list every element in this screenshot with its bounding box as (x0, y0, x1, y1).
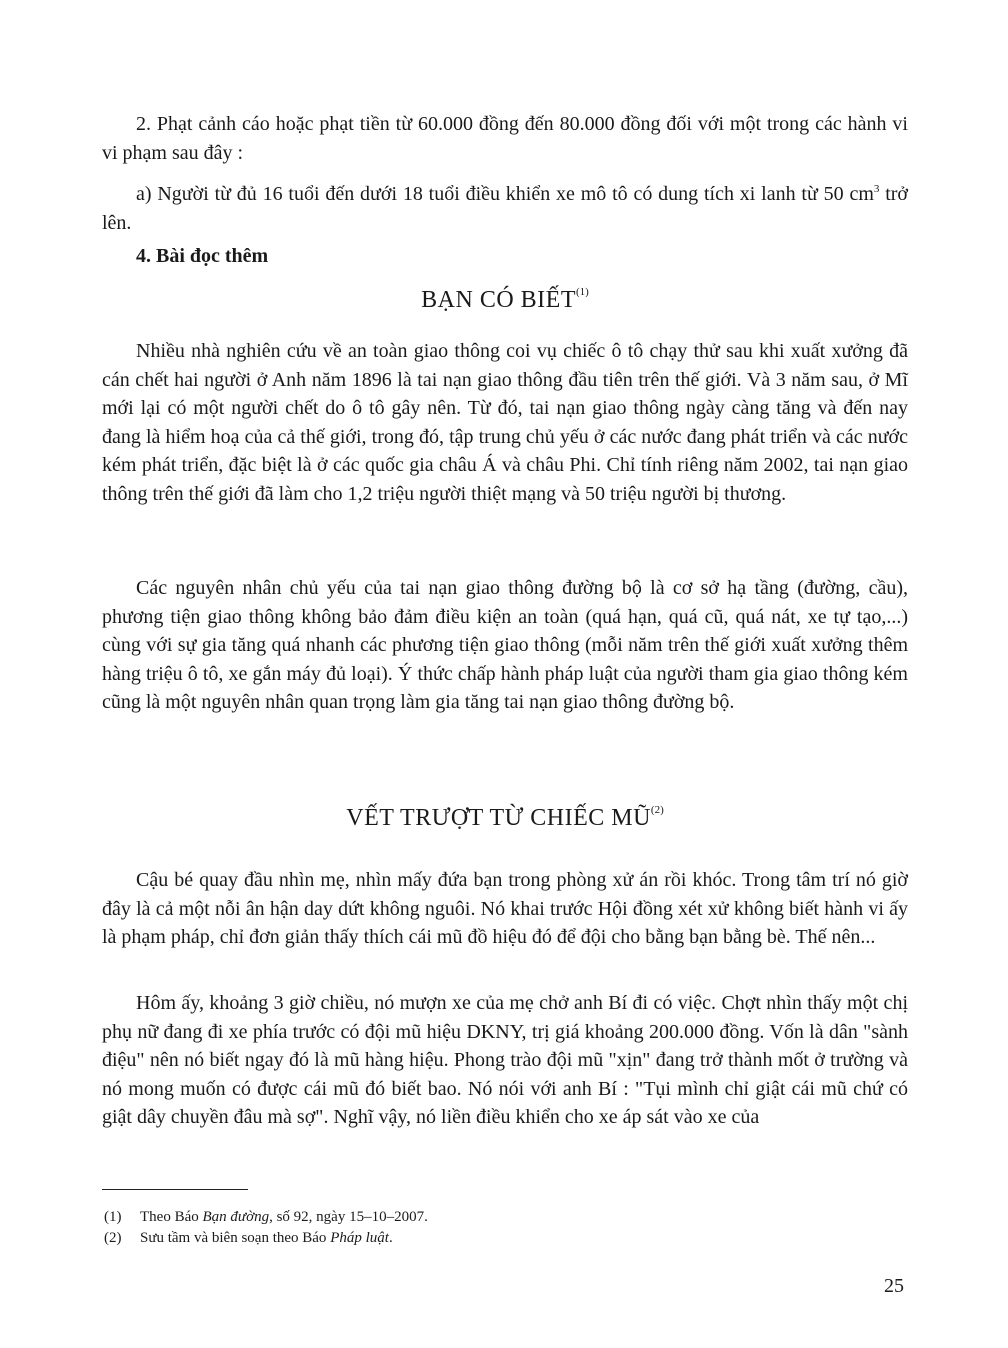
article-title-text: VẾT TRƯỢT TỪ CHIẾC MŨ (346, 805, 651, 831)
article-title-text: BẠN CÓ BIẾT (421, 287, 576, 313)
footnote-text-end: , số 92, ngày 15–10–2007. (269, 1209, 428, 1225)
footnote-2 (104, 1227, 904, 1249)
section-heading: 4. Bài đọc thêm (136, 245, 269, 267)
footnote-text: Sưu tầm và biên soạn theo Báo (140, 1230, 331, 1246)
footnote-number: (2) (104, 1230, 122, 1246)
article-title-ban-co-biet (102, 286, 908, 314)
article1-paragraph-2: Các nguyên nhân chủ yếu của tai nạn giao thông đường bộ là cơ sở hạ tầng (đường, cầu), phương tiện giao thông không bảo đảm điều kiện an toàn (quá hạn, quá cũ, quá nát, xe tự tạo,...) cùng với sự gia tăng quá nhanh các phương tiện giao thông (mỗi năm trên thế giới xuất xưởng thêm hàng triệu ô tô, xe gắn máy đủ loại). Ý thức chấp hành pháp luật của người tham gia giao thông kém cũng là một nguyên nhân quan trọng làm gia tăng tai nạn giao thông đường bộ. (102, 577, 908, 714)
article2-paragraph-1: Cậu bé quay đầu nhìn mẹ, nhìn mấy đứa bạn trong phòng xử án rồi khóc. Trong tâm trí nó giờ đây là cả một nỗi ân hận day dứt không nguôi. Nó khai trước Hội đồng xét xử không biết hành vi ấy là phạm pháp, chỉ đơn giản thấy thích cái mũ đồ hiệu đó để đội cho bằng bạn bằng bè. Thế nên... (102, 869, 908, 949)
article-title-vet-truot (102, 804, 908, 832)
item-a-text: a) Người từ đủ 16 tuổi đến dưới 18 tuổi điều khiển xe mô tô có dung tích xi lanh từ 50 cm (136, 183, 874, 205)
paragraph-penalty-item-a (102, 175, 908, 237)
article1-paragraph-1: Nhiều nhà nghiên cứu về an toàn giao thông coi vụ chiếc ô tô chạy thử sau khi xuất xưởng đã cán chết hai người ở Anh năm 1896 là tai nạn giao thông đầu tiên trên thế giới. Và 3 năm sau, ở Mĩ mới lại có một người chết do ô tô gây nên. Từ đó, tai nạn giao thông ngày càng tăng và đến nay đang là hiểm hoạ của cả thế giới, trong đó, tập trung chủ yếu ở các nước đang phát triển và các nước kém phát triển, đặc biệt là ở các quốc gia châu Á và châu Phi. Chỉ tính riêng năm 2002, tai nạn giao thông trên thế giới đã làm cho 1,2 triệu người thiệt mạng và 50 triệu người bị thương. (102, 340, 908, 505)
footnote-ref-2: (2) (650, 804, 664, 816)
footnote-text-end: . (388, 1230, 393, 1246)
footnote-ref-1: (1) (576, 286, 589, 298)
footnote-1 (104, 1206, 904, 1228)
item-a-text-end: trở lên. (102, 183, 908, 234)
item-a-superscript: 3 (873, 183, 880, 195)
footnote-number: (1) (104, 1209, 122, 1225)
page-number: 25 (884, 1275, 904, 1297)
footnote-source: Pháp luật (330, 1230, 389, 1246)
paragraph-penalty: 2. Phạt cảnh cáo hoặc phạt tiền từ 60.000 đồng đến 80.000 đồng đối với một trong các hành vi vi phạm sau đây : (102, 113, 908, 164)
footnote-divider (102, 1189, 248, 1190)
footnote-text: Theo Báo (140, 1209, 203, 1225)
footnote-source: Bạn đường (202, 1209, 270, 1225)
article2-paragraph-2: Hôm ấy, khoảng 3 giờ chiều, nó mượn xe của mẹ chở anh Bí đi có việc. Chợt nhìn thấy một chị phụ nữ đang đi xe phía trước có đội mũ hiệu DKNY, trị giá khoảng 200.000 đồng. Vốn là dân "sành điệu" nên nó biết ngay đó là mũ hàng hiệu. Phong trào đội mũ "xịn" đang trở thành mốt ở trường và nó mong muốn có được cái mũ đó biết bao. Nó nói với anh Bí : "Tụi mình chỉ giật cái mũ chứ có giật dây chuyền đâu mà sợ". Nghĩ vậy, nó liền điều khiển cho xe áp sát vào xe của (102, 992, 908, 1129)
